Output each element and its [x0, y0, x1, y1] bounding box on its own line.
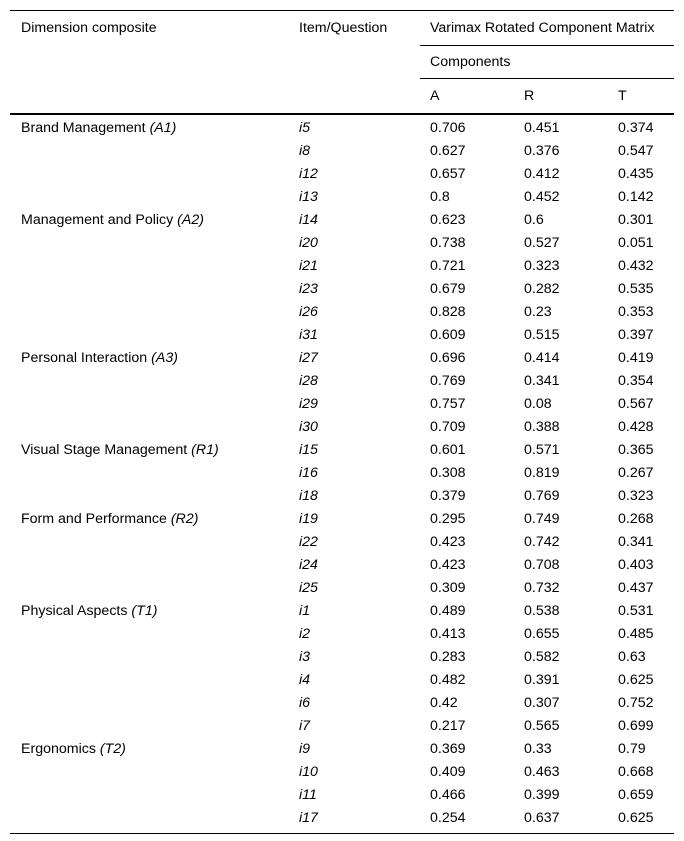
value-cell-r: 0.769: [524, 488, 560, 504]
value-cell-t: 0.668: [618, 764, 654, 780]
table-row: [10, 186, 674, 209]
value-cell-t: 0.268: [618, 511, 654, 527]
value-cell-a: 0.769: [430, 373, 466, 389]
dimension-cell-empty: [10, 646, 289, 669]
value-cell-a: 0.623: [430, 212, 466, 228]
table-row: [10, 669, 674, 692]
value-cell-a: 0.721: [430, 258, 466, 274]
value-cell-a: 0.828: [430, 304, 466, 320]
dimension-cell-empty: [10, 255, 289, 278]
value-cell-r: 0.23: [524, 304, 552, 320]
table-row: [10, 278, 674, 301]
item-cell: i5: [299, 120, 311, 136]
table-body: [10, 114, 674, 834]
item-cell: i19: [299, 511, 318, 527]
dimension-cell-empty: [10, 692, 289, 715]
header-row-1: [10, 11, 674, 46]
item-cell: i10: [299, 764, 318, 780]
value-cell-t: 0.547: [618, 143, 654, 159]
value-cell-t: 0.403: [618, 557, 654, 573]
header-components: Components: [420, 46, 674, 79]
dimension-cell: [10, 508, 289, 531]
value-cell-t: 0.625: [615, 807, 674, 834]
value-cell-r: 0.655: [524, 626, 560, 642]
value-cell-r: 0.452: [524, 189, 560, 205]
value-cell-r: 0.538: [524, 603, 560, 619]
header-dimension: Dimension composite: [10, 11, 289, 114]
value-cell-t: 0.419: [618, 350, 654, 366]
value-cell-r: 0.749: [524, 511, 560, 527]
value-cell-t: 0.435: [618, 166, 654, 182]
value-cell-a: 0.409: [430, 764, 466, 780]
dimension-name: Personal Interaction: [21, 350, 148, 366]
value-cell-a: 0.679: [430, 281, 466, 297]
table-row: [10, 324, 674, 347]
value-cell-r: 0.463: [524, 764, 560, 780]
value-cell-t: 0.432: [618, 258, 654, 274]
dimension-cell: [10, 439, 289, 462]
dimension-code: (A1): [149, 120, 177, 136]
value-cell-a: 0.709: [430, 419, 466, 435]
dimension-cell-empty: [10, 393, 289, 416]
value-cell-a: 0.609: [430, 327, 466, 343]
dimension-cell: [10, 738, 289, 761]
value-cell-r: 0.08: [524, 396, 552, 412]
value-cell-t: 0.437: [618, 580, 654, 596]
value-cell-a: 0.295: [430, 511, 466, 527]
table-row: [10, 485, 674, 508]
dimension-code: (A2): [177, 212, 204, 228]
header-item: Item/Question: [289, 11, 420, 114]
value-cell-t: 0.531: [618, 603, 654, 619]
table-row: [10, 508, 674, 531]
table-row: [10, 462, 674, 485]
item-cell: i26: [299, 304, 318, 320]
value-cell-a: 0.309: [430, 580, 466, 596]
value-cell-a: 0.601: [430, 442, 466, 458]
value-cell-a: 0.489: [430, 603, 466, 619]
dimension-cell-empty: [10, 278, 289, 301]
dimension-cell-empty: [10, 370, 289, 393]
value-cell-r: 0.391: [524, 672, 560, 688]
value-cell-t: 0.535: [618, 281, 654, 297]
item-cell: i6: [299, 695, 311, 711]
value-cell-a: 0.42: [430, 695, 458, 711]
dimension-code: (R2): [170, 511, 199, 527]
table-row: [10, 554, 674, 577]
value-cell-r: 0.412: [524, 166, 560, 182]
value-cell-r: 0.565: [524, 718, 560, 734]
item-cell: i29: [299, 396, 318, 412]
value-cell-a: 0.308: [430, 465, 466, 481]
value-cell-t: 0.341: [618, 534, 654, 550]
value-cell-t: 0.267: [618, 465, 654, 481]
table-row: [10, 163, 674, 186]
value-cell-r: 0.33: [524, 741, 552, 757]
value-cell-t: 0.301: [618, 212, 654, 228]
table-row: [10, 114, 674, 140]
header-r: R: [524, 88, 535, 104]
value-cell-t: 0.397: [618, 327, 654, 343]
dimension-cell-empty: [10, 531, 289, 554]
item-cell: i15: [299, 442, 318, 458]
table-row: [10, 255, 674, 278]
item-cell: i23: [299, 281, 318, 297]
value-cell-t: 0.365: [618, 442, 654, 458]
value-cell-r: 0.582: [524, 649, 560, 665]
value-cell-a: 0.696: [430, 350, 466, 366]
value-cell-a: 0.757: [430, 396, 466, 412]
value-cell-r: 0.637: [521, 807, 615, 834]
item-cell: i31: [299, 327, 318, 343]
dimension-cell-empty: [10, 485, 289, 508]
item-cell: i8: [299, 143, 311, 159]
table-row: [10, 715, 674, 738]
value-cell-t: 0.485: [618, 626, 654, 642]
item-cell: i28: [299, 373, 318, 389]
value-cell-t: 0.63: [618, 649, 646, 665]
item-cell: i9: [299, 741, 311, 757]
dimension-name: Physical Aspects: [21, 603, 128, 619]
value-cell-a: 0.482: [430, 672, 466, 688]
table-row: [10, 209, 674, 232]
value-cell-t: 0.567: [618, 396, 654, 412]
item-cell: i30: [299, 419, 318, 435]
dimension-cell-empty: [10, 301, 289, 324]
value-cell-r: 0.708: [524, 557, 560, 573]
dimension-cell-empty: [10, 577, 289, 600]
dimension-cell-empty: [10, 669, 289, 692]
dimension-code: (A3): [151, 350, 178, 366]
value-cell-a: 0.423: [430, 534, 466, 550]
value-cell-t: 0.323: [618, 488, 654, 504]
dimension-cell-empty: [10, 186, 289, 209]
dimension-cell-empty: [10, 554, 289, 577]
dimension-cell: [10, 114, 289, 140]
table-row: [10, 439, 674, 462]
table-row: [10, 692, 674, 715]
value-cell-a: 0.369: [430, 741, 466, 757]
value-cell-r: 0.307: [524, 695, 560, 711]
value-cell-a: 0.423: [430, 557, 466, 573]
value-cell-r: 0.742: [524, 534, 560, 550]
value-cell-t: 0.354: [618, 373, 654, 389]
table-row: [10, 140, 674, 163]
value-cell-t: 0.659: [618, 787, 654, 803]
value-cell-a: 0.283: [430, 649, 466, 665]
dimension-cell-empty: [10, 163, 289, 186]
dimension-name: Ergonomics: [21, 741, 96, 757]
value-cell-a: 0.706: [430, 120, 466, 136]
dimension-cell-empty: [10, 623, 289, 646]
item-cell: i11: [299, 787, 317, 803]
item-cell: i25: [299, 580, 318, 596]
dimension-code: (T1): [131, 603, 158, 619]
value-cell-a: 0.379: [430, 488, 466, 504]
table-row: [10, 416, 674, 439]
value-cell-r: 0.732: [524, 580, 560, 596]
table-row: [10, 232, 674, 255]
table-row: [10, 301, 674, 324]
table-row: [10, 738, 674, 761]
dimension-name: Visual Stage Management: [21, 442, 188, 458]
table-row: [10, 600, 674, 623]
value-cell-r: 0.388: [524, 419, 560, 435]
value-cell-r: 0.6: [524, 212, 544, 228]
value-cell-r: 0.323: [524, 258, 560, 274]
table-header: [10, 11, 674, 115]
value-cell-r: 0.341: [524, 373, 560, 389]
dimension-cell-empty: [10, 462, 289, 485]
item-cell: i4: [299, 672, 311, 688]
item-cell: i1: [299, 603, 311, 619]
value-cell-a: 0.466: [430, 787, 466, 803]
item-cell: i12: [299, 166, 318, 182]
item-cell: i16: [299, 465, 318, 481]
value-cell-t: 0.374: [618, 120, 654, 136]
item-cell: i21: [299, 258, 318, 274]
item-cell: i3: [299, 649, 311, 665]
item-cell: i24: [299, 557, 318, 573]
dimension-cell-empty: [10, 416, 289, 439]
value-cell-a: 0.254: [420, 807, 521, 834]
dimension-cell-empty: [10, 807, 289, 834]
dimension-cell-empty: [10, 715, 289, 738]
item-cell: i17: [289, 807, 420, 834]
value-cell-a: 0.657: [430, 166, 466, 182]
table-row: [10, 577, 674, 600]
table-row: [10, 531, 674, 554]
value-cell-a: 0.217: [430, 718, 466, 734]
value-cell-t: 0.752: [618, 695, 654, 711]
dimension-cell-empty: [10, 761, 289, 784]
value-cell-r: 0.515: [524, 327, 560, 343]
value-cell-t: 0.142: [618, 189, 654, 205]
value-cell-t: 0.625: [618, 672, 654, 688]
value-cell-r: 0.399: [524, 787, 560, 803]
value-cell-t: 0.353: [618, 304, 654, 320]
value-cell-t: 0.428: [618, 419, 654, 435]
table-row: [10, 347, 674, 370]
header-matrix: Varimax Rotated Component Matrix: [420, 11, 674, 46]
value-cell-a: 0.738: [430, 235, 466, 251]
dimension-cell: [10, 209, 289, 232]
table-row: [10, 784, 674, 807]
dimension-name: Management and Policy: [21, 212, 174, 228]
dimension-code: (R1): [191, 442, 219, 458]
varimax-table: [10, 10, 674, 834]
value-cell-r: 0.282: [524, 281, 560, 297]
value-cell-a: 0.413: [430, 626, 466, 642]
table-row: [10, 393, 674, 416]
table-row: [10, 370, 674, 393]
dimension-cell-empty: [10, 784, 289, 807]
dimension-cell-empty: [10, 140, 289, 163]
item-cell: i22: [299, 534, 318, 550]
value-cell-t: 0.051: [618, 235, 654, 251]
item-cell: i27: [299, 350, 318, 366]
value-cell-r: 0.451: [524, 120, 560, 136]
dimension-cell: [10, 347, 289, 370]
item-cell: i7: [299, 718, 311, 734]
table-row: [10, 646, 674, 669]
value-cell-r: 0.819: [524, 465, 560, 481]
header-a: A: [430, 88, 440, 104]
header-t: T: [618, 88, 627, 104]
dimension-cell-empty: [10, 232, 289, 255]
value-cell-t: 0.79: [618, 741, 646, 757]
item-cell: i20: [299, 235, 318, 251]
value-cell-t: 0.699: [618, 718, 654, 734]
value-cell-a: 0.627: [430, 143, 466, 159]
table-row: [10, 761, 674, 784]
value-cell-r: 0.527: [524, 235, 560, 251]
dimension-name: Form and Performance: [21, 511, 167, 527]
dimension-cell: [10, 600, 289, 623]
item-cell: i18: [299, 488, 318, 504]
table-row: [10, 807, 674, 834]
item-cell: i2: [299, 626, 311, 642]
value-cell-r: 0.414: [524, 350, 560, 366]
dimension-name: Brand Management: [21, 120, 146, 136]
value-cell-r: 0.571: [524, 442, 560, 458]
dimension-code: (T2): [99, 741, 126, 757]
item-cell: i13: [299, 189, 318, 205]
table-row: [10, 623, 674, 646]
item-cell: i14: [299, 212, 318, 228]
value-cell-a: 0.8: [430, 189, 450, 205]
value-cell-r: 0.376: [524, 143, 560, 159]
dimension-cell-empty: [10, 324, 289, 347]
